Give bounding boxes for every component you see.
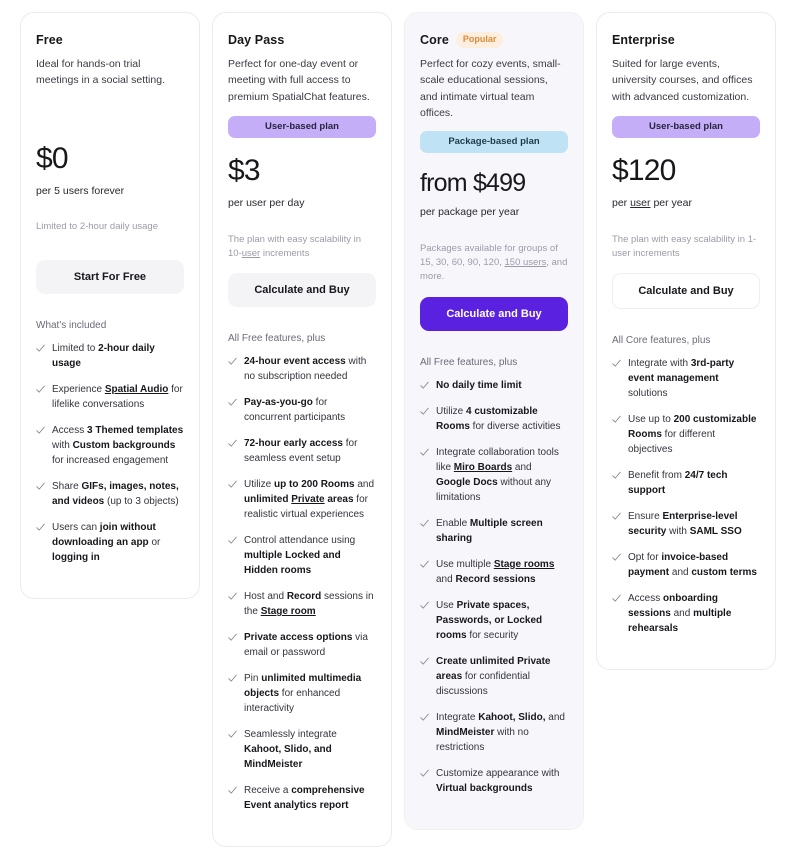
plan-type-badge: Package-based plan	[420, 131, 568, 153]
pricing-card-enterprise	[596, 12, 776, 670]
check-icon	[612, 471, 621, 480]
plan-description: Suited for large events, university courses, and offices with advanced customization.	[612, 58, 753, 103]
feature-item	[612, 468, 760, 498]
check-icon	[228, 439, 237, 448]
feature-text: Ensure Enterprise-level security with SAML SSO	[628, 511, 742, 538]
check-icon	[36, 344, 45, 353]
feature-item	[228, 533, 376, 578]
feature-item	[420, 557, 568, 587]
check-icon	[36, 523, 45, 532]
check-icon	[228, 633, 237, 642]
feature-text: 72-hour early access for seamless event setup	[244, 438, 358, 465]
pricing-card-day-pass	[212, 12, 392, 847]
check-icon	[420, 448, 429, 457]
feature-text: Integrate with 3rd-party event management solutions	[628, 358, 735, 400]
plan-description: Ideal for hands-on trial meetings in a social setting.	[36, 58, 165, 87]
plan-type-badge: User-based plan	[228, 116, 376, 138]
feature-item	[36, 479, 184, 509]
feature-text: Customize appearance with Virtual backgrounds	[436, 767, 560, 794]
feature-item	[228, 630, 376, 660]
price-block	[612, 154, 760, 261]
plan-name: Free	[36, 33, 63, 47]
check-icon	[228, 357, 237, 366]
price-block	[36, 142, 184, 248]
feature-item	[612, 591, 760, 636]
plan-header	[36, 31, 184, 49]
feature-text: Utilize 4 customizable Rooms for diverse activities	[436, 405, 561, 432]
popular-badge: Popular	[456, 32, 504, 48]
feature-item	[228, 354, 376, 384]
features-heading: What's included	[36, 320, 107, 332]
feature-text: Integrate Kahoot, Slido, and MindMeister with no restrictions	[436, 711, 565, 753]
feature-text: Use Private spaces, Passwords, or Locked rooms for security	[436, 599, 543, 641]
check-icon	[612, 415, 621, 424]
feature-item	[612, 356, 760, 401]
check-icon	[612, 594, 621, 603]
feature-text: No daily time limit	[436, 379, 522, 391]
check-icon	[36, 482, 45, 491]
feature-text: Host and Record sessions in the Stage room	[244, 591, 374, 618]
feature-text: Utilize up to 200 Rooms and unlimited Private areas for realistic virtual experiences	[244, 479, 375, 521]
price-note: Packages available for groups of 15, 30, 60, 90, 120, 150 users, and more.	[420, 242, 568, 283]
price-unit: per user per year	[612, 196, 692, 209]
plan-description: Perfect for cozy events, small-scale educational sessions, and intimate virtual team offices.	[420, 58, 561, 119]
feature-text: Users can join without downloading an app or logging in	[52, 522, 161, 564]
feature-list	[612, 356, 760, 636]
feature-item	[36, 520, 184, 565]
cta-button[interactable]: Calculate and Buy	[420, 297, 568, 331]
plan-header	[228, 31, 376, 49]
feature-item	[36, 423, 184, 468]
check-icon	[420, 519, 429, 528]
feature-text: Access 3 Themed templates with Custom backgrounds for increased engagement	[52, 425, 184, 467]
check-icon	[36, 426, 45, 435]
feature-item	[228, 395, 376, 425]
plan-price: $120	[612, 154, 676, 188]
price-note: The plan with easy scalability in 1-user increments	[612, 233, 757, 259]
plan-name: Enterprise	[612, 33, 675, 47]
price-unit: per package per year	[420, 206, 520, 219]
plan-price: $3	[228, 154, 260, 188]
check-icon	[228, 480, 237, 489]
feature-text: Private access options via email or password	[244, 632, 368, 659]
price-unit: per 5 users forever	[36, 184, 125, 197]
pricing-card-core	[404, 12, 584, 830]
check-icon	[36, 385, 45, 394]
feature-item	[228, 436, 376, 466]
features-heading: All Free features, plus	[420, 356, 518, 368]
feature-text: Access onboarding sessions and multiple rehearsals	[628, 593, 732, 635]
check-icon	[420, 713, 429, 722]
price-block	[228, 154, 376, 261]
cta-button[interactable]: Calculate and Buy	[228, 273, 376, 307]
feature-text: Use multiple Stage rooms and Record sessions	[436, 558, 555, 585]
pricing-card-free	[20, 12, 200, 599]
check-icon	[420, 381, 429, 390]
check-icon	[612, 359, 621, 368]
plan-type-badge: User-based plan	[612, 116, 760, 138]
price-block	[420, 169, 568, 284]
check-icon	[228, 592, 237, 601]
feature-item	[228, 671, 376, 716]
feature-text: Pay-as-you-go for concurrent participants	[244, 397, 346, 424]
feature-text: Benefit from 24/7 tech support	[628, 470, 728, 497]
feature-text: Enable Multiple screen sharing	[436, 517, 543, 544]
check-icon	[228, 730, 237, 739]
plan-name: Day Pass	[228, 33, 285, 47]
feature-item	[420, 378, 568, 393]
features-heading: All Free features, plus	[228, 333, 326, 345]
feature-item	[228, 589, 376, 619]
feature-item	[36, 382, 184, 412]
feature-item	[612, 509, 760, 539]
feature-item	[420, 710, 568, 755]
feature-item	[228, 477, 376, 522]
feature-text: Pin unlimited multimedia objects for enhanced interactivity	[244, 673, 362, 715]
price-unit: per user per day	[228, 196, 305, 209]
feature-text: Integrate collaboration tools like Miro Boards and Google Docs without any limitations	[436, 446, 559, 503]
features-heading: All Core features, plus	[612, 335, 711, 347]
check-icon	[612, 553, 621, 562]
check-icon	[420, 601, 429, 610]
feature-list	[420, 378, 568, 796]
feature-text: Control attendance using multiple Locked and Hidden rooms	[244, 535, 356, 577]
plan-price: $0	[36, 142, 68, 175]
feature-text: Opt for invoice-based payment and custom terms	[628, 552, 757, 579]
plan-header	[420, 31, 568, 49]
check-icon	[228, 536, 237, 545]
check-icon	[612, 512, 621, 521]
feature-item	[228, 783, 376, 813]
feature-item	[420, 598, 568, 643]
feature-list	[228, 354, 376, 813]
check-icon	[420, 560, 429, 569]
price-note: Limited to 2-hour daily usage	[36, 221, 158, 233]
feature-text: Share GIFs, images, notes, and videos (up to 3 objects)	[52, 481, 179, 508]
plan-header	[612, 31, 760, 49]
feature-text: Use up to 200 customizable Rooms for different objectives	[628, 414, 757, 456]
feature-item	[36, 341, 184, 371]
check-icon	[420, 769, 429, 778]
feature-text: 24-hour event access with no subscription needed	[244, 356, 367, 383]
check-icon	[420, 407, 429, 416]
plan-name: Core	[420, 33, 449, 47]
plan-description: Perfect for one-day event or meeting with full access to premium SpatialChat features.	[228, 58, 370, 103]
feature-item	[228, 727, 376, 772]
cta-button[interactable]: Calculate and Buy	[612, 273, 760, 309]
feature-item	[420, 445, 568, 505]
feature-text: Experience Spatial Audio for lifelike conversations	[52, 384, 183, 411]
cta-button[interactable]: Start For Free	[36, 260, 184, 294]
feature-item	[612, 412, 760, 457]
feature-item	[420, 654, 568, 699]
price-note: The plan with easy scalability in 10-user increments	[228, 233, 362, 259]
plan-price: from $499	[420, 169, 526, 198]
feature-item	[612, 550, 760, 580]
feature-item	[420, 766, 568, 796]
feature-item	[420, 516, 568, 546]
check-icon	[420, 657, 429, 666]
feature-text: Seamlessly integrate Kahoot, Slido, and MindMeister	[244, 729, 337, 771]
feature-item	[420, 404, 568, 434]
feature-text: Limited to 2-hour daily usage	[52, 343, 155, 370]
check-icon	[228, 674, 237, 683]
check-icon	[228, 786, 237, 795]
feature-text: Create unlimited Private areas for confidential discussions	[436, 655, 551, 697]
feature-text: Receive a comprehensive Event analytics report	[244, 785, 365, 812]
feature-list	[36, 341, 184, 565]
check-icon	[228, 398, 237, 407]
